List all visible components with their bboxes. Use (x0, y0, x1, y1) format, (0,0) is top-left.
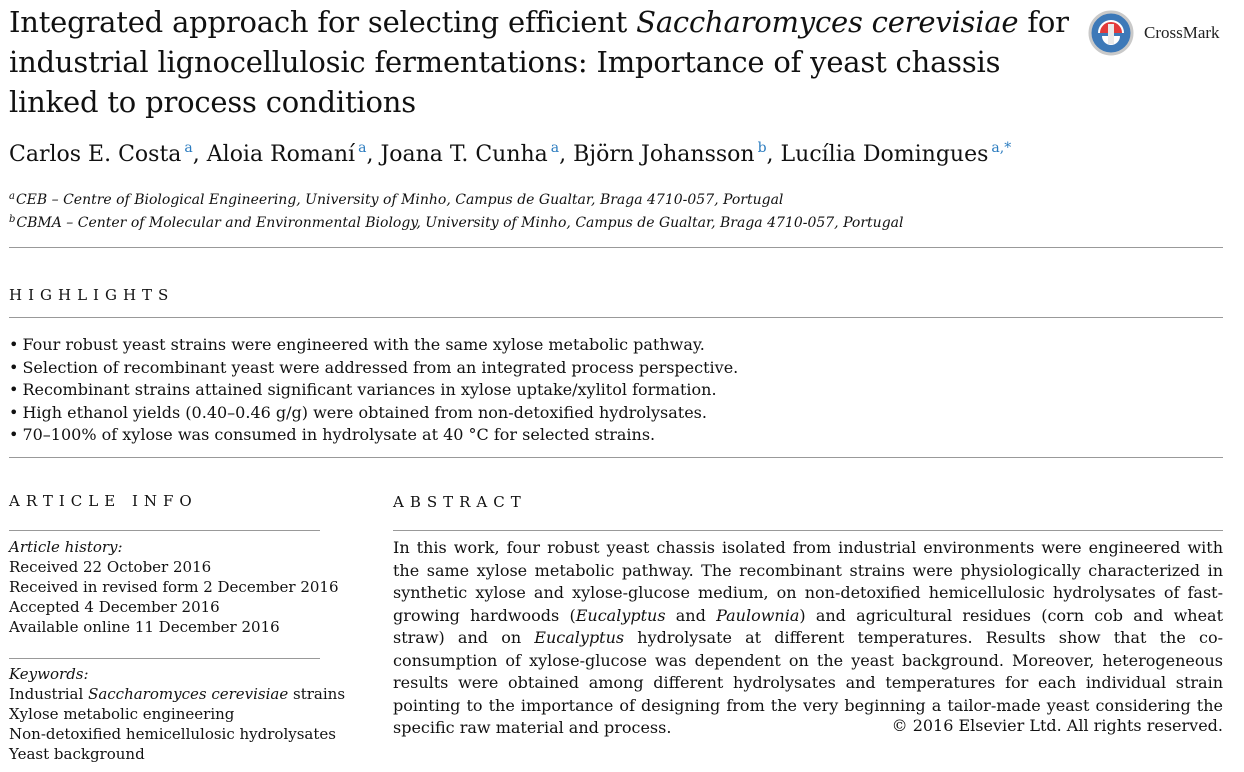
author-name[interactable]: Joana T. Cunha (380, 142, 548, 167)
abstract-part: In this work, four robust yeast chassis isolated from industrial environments were engineered with the same xylose metabolic pathway. The recombinant strains were physiologically characterized in synthetic xylose and xylose-glucose medium, on non-detoxified hemicellulosic hydrolysates of fast-growing hardwoods ( (393, 538, 1223, 625)
abstract-text (393, 537, 1223, 740)
highlight-item: • High ethanol yields (0.40–0.46 g/g) were obtained from non-detoxified hydrolysates. (9, 402, 738, 425)
crossmark-badge[interactable] (1088, 10, 1228, 56)
abstract-part: and (665, 605, 717, 625)
keywords (9, 664, 345, 764)
author-name[interactable]: Carlos E. Costa (9, 142, 182, 167)
keyword-species: Saccharomyces cerevisiae (88, 685, 289, 703)
affiliation-text: CBMA – Center of Molecular and Environmental Biology, University of Minho, Campus de Gualtar, Braga 4710-057, Portugal (16, 215, 904, 231)
affiliation-a (9, 187, 904, 210)
affiliation-letter: b (9, 214, 16, 225)
divider (9, 247, 1223, 248)
abstract-italic: Paulownia (716, 605, 800, 625)
author-affiliation-link[interactable]: a,* (991, 140, 1012, 156)
highlights-heading: HIGHLIGHTS (9, 286, 175, 304)
affiliation-letter: a (9, 191, 15, 202)
keyword-item: Non-detoxified hemicellulosic hydrolysates (9, 725, 336, 743)
author-name[interactable]: Aloia Romaní (206, 142, 356, 167)
divider (9, 317, 1223, 318)
copyright: © 2016 Elsevier Ltd. All rights reserved. (891, 716, 1223, 735)
highlight-item: • Recombinant strains attained significant variances in xylose uptake/xylitol formation. (9, 379, 738, 402)
article-info-heading: ARTICLE INFO (9, 492, 198, 510)
title-part: Integrated approach for selecting efficient (9, 5, 637, 39)
author-name[interactable]: Lucília Domingues (780, 142, 989, 167)
article-history (9, 537, 339, 637)
affiliation-text: CEB – Centre of Biological Engineering, University of Minho, Campus de Gualtar, Braga 4710-057, Portugal (15, 192, 784, 208)
author-affiliation-link[interactable]: a (550, 140, 560, 156)
author-separator: , (192, 142, 207, 167)
author-list (9, 140, 1011, 167)
highlights-list (9, 334, 738, 447)
affiliations (9, 187, 904, 233)
crossmark-label: CrossMark (1144, 23, 1220, 42)
divider (9, 658, 320, 659)
author-separator: , (366, 142, 381, 167)
history-item: Received 22 October 2016 (9, 558, 212, 576)
history-label: Article history: (9, 538, 123, 556)
affiliation-b (9, 210, 904, 233)
divider (9, 530, 320, 531)
title-species: Saccharomyces cerevisiae (636, 5, 1019, 39)
author-name[interactable]: Björn Johansson (573, 142, 755, 167)
highlight-item: • Four robust yeast strains were engineered with the same xylose metabolic pathway. (9, 334, 738, 357)
author-separator: , (766, 142, 781, 167)
history-item: Available online 11 December 2016 (9, 618, 280, 636)
author-separator: , (559, 142, 574, 167)
keyword-item: Yeast background (9, 745, 145, 763)
highlight-item: • 70–100% of xylose was consumed in hydrolysate at 40 °C for selected strains. (9, 424, 738, 447)
highlight-item: • Selection of recombinant yeast were addressed from an integrated process perspective. (9, 357, 738, 380)
author-affiliation-link[interactable]: b (757, 140, 767, 156)
keyword-item: Xylose metabolic engineering (9, 705, 235, 723)
abstract-italic: Eucalyptus (534, 628, 625, 647)
keyword-item (9, 684, 345, 704)
keywords-label: Keywords: (9, 665, 89, 683)
abstract-italic: Eucalyptus (575, 605, 666, 625)
abstract-part: hydrolysate at different temperatures. Results show that the co-consumption of xylose-glucose was dependent on the yeast background. Moreover, heterogeneous results were obtained among different hydrolysates and temperatures for each individual strain pointing to the importance of designing from the very beginning a tailor-made yeast considering the specific raw material and process. (393, 628, 1223, 737)
history-item: Received in revised form 2 December 2016 (9, 578, 339, 596)
author-affiliation-link[interactable]: a (184, 140, 193, 156)
article-title (9, 2, 1069, 122)
crossmark-icon (1088, 10, 1134, 56)
abstract-heading: ABSTRACT (393, 493, 527, 511)
author-affiliation-link[interactable]: a (358, 140, 367, 156)
title-part: for industrial lignocellulosic fermentations: Importance of yeast chassis linked to process conditions (9, 5, 1069, 119)
keyword-part: strains (288, 685, 346, 703)
keyword-part: Industrial (9, 685, 89, 703)
abstract-part: ) and agricultural residues (corn cob and wheat straw) and on (393, 605, 1224, 647)
divider (9, 457, 1223, 458)
history-item: Accepted 4 December 2016 (9, 598, 220, 616)
divider (393, 530, 1223, 531)
